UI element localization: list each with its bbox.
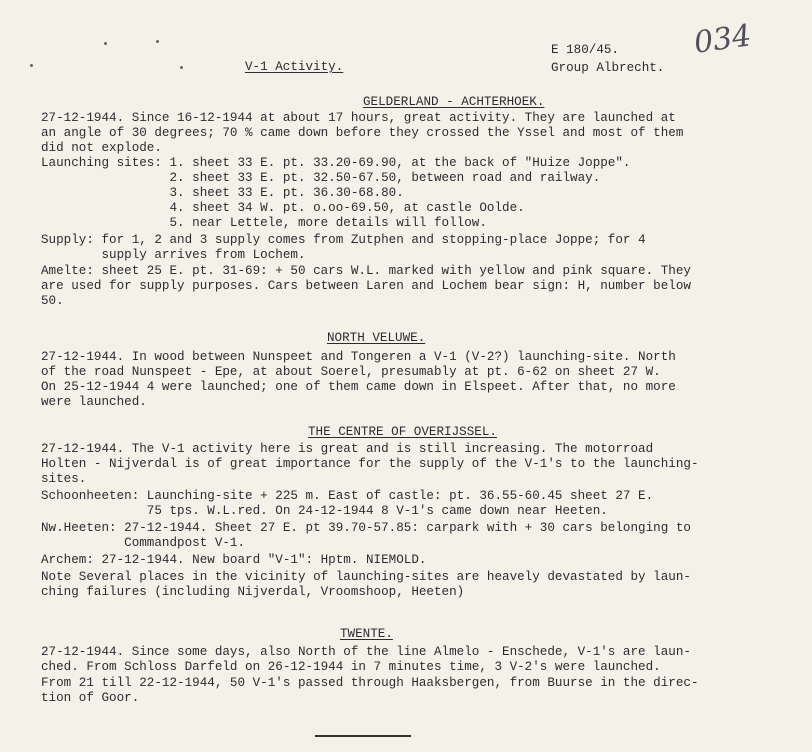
gelderland-line: 27-12-1944. Since 16-12-1944 at about 17 hours, great activity. They are launched at [41,111,676,125]
handwritten-number: 034 [691,18,754,61]
overijssel-line: ching failures (including Nijverdal, Vroomshoop, Heeten) [41,585,465,599]
section-heading-twente: TWENTE. [340,627,393,641]
gelderland-line: Launching sites: 1. sheet 33 E. pt. 33.20-69.90, at the back of "Huize Joppe". [41,156,631,170]
overijssel-line: 27-12-1944. The V-1 activity here is great and is still increasing. The motorroad [41,442,654,456]
section-heading-gelderland: GELDERLAND - ACHTERHOEK. [363,95,545,109]
ink-speck [30,64,33,67]
overijssel-line: Holten - Nijverdal is of great importance for the supply of the V-1's to the launching- [41,457,699,471]
gelderland-line: 50. [41,294,64,308]
gelderland-line: did not explode. [41,141,162,155]
group-name: Group Albrecht. [551,61,665,75]
overijssel-line: 75 tps. W.L.red. On 24-12-1944 8 V-1's came down near Heeten. [41,504,608,518]
section-heading-overijssel: THE CENTRE OF OVERIJSSEL. [308,425,497,439]
overijssel-line: Schoonheeten: Launching-site + 225 m. East of castle: pt. 36.55-60.45 sheet 27 E. [41,489,654,503]
veluwe-line: of the road Nunspeet - Epe, at about Soerel, presumably at pt. 6-62 on sheet 27 W. [41,365,661,379]
ink-speck [156,40,159,43]
twente-line: tion of Goor. [41,691,140,705]
gelderland-line: an angle of 30 degrees; 70 % came down before they crossed the Yssel and most of them [41,126,684,140]
overijssel-line: Commandpost V-1. [41,536,246,550]
reference-number: E 180/45. [551,43,620,57]
document-title: V-1 Activity. [245,60,344,74]
veluwe-line: 27-12-1944. In wood between Nunspeet and Tongeren a V-1 (V-2?) launching-site. North [41,350,676,364]
gelderland-line: Supply: for 1, 2 and 3 supply comes from Zutphen and stopping-place Joppe; for 4 [41,233,646,247]
gelderland-line: Amelte: sheet 25 E. pt. 31-69: + 50 cars W.L. marked with yellow and pink square. They [41,264,691,278]
veluwe-line: were launched. [41,395,147,409]
ink-speck [180,66,183,69]
overijssel-line: sites. [41,472,87,486]
section-divider [315,735,411,737]
overijssel-line: Nw.Heeten: 27-12-1944. Sheet 27 E. pt 39.70-57.85: carpark with + 30 cars belonging to [41,521,691,535]
twente-line: ched. From Schloss Darfeld on 26-12-1944 in 7 minutes time, 3 V-2's were launched. [41,660,661,674]
twente-line: 27-12-1944. Since some days, also North of the line Almelo - Enschede, V-1's are laun- [41,645,691,659]
gelderland-line: 3. sheet 33 E. pt. 36.30-68.80. [41,186,404,200]
gelderland-line: supply arrives from Lochem. [41,248,306,262]
section-heading-veluwe: NORTH VELUWE. [327,331,426,345]
gelderland-line: 4. sheet 34 W. pt. o.oo-69.50, at castle Oolde. [41,201,525,215]
gelderland-line: 2. sheet 33 E. pt. 32.50-67.50, between road and railway. [41,171,601,185]
overijssel-line: Note Several places in the vicinity of launching-sites are heavely devastated by laun- [41,570,691,584]
ink-speck [104,42,107,45]
veluwe-line: On 25-12-1944 4 were launched; one of them came down in Elspeet. After that, no more [41,380,676,394]
twente-line: From 21 till 22-12-1944, 50 V-1's passed through Haaksbergen, from Buurse in the direc- [41,676,699,690]
gelderland-line: 5. near Lettele, more details will follow. [41,216,487,230]
gelderland-line: are used for supply purposes. Cars between Laren and Lochem bear sign: H, number below [41,279,691,293]
overijssel-line: Archem: 27-12-1944. New board "V-1": Hptm. NIEMOLD. [41,553,427,567]
